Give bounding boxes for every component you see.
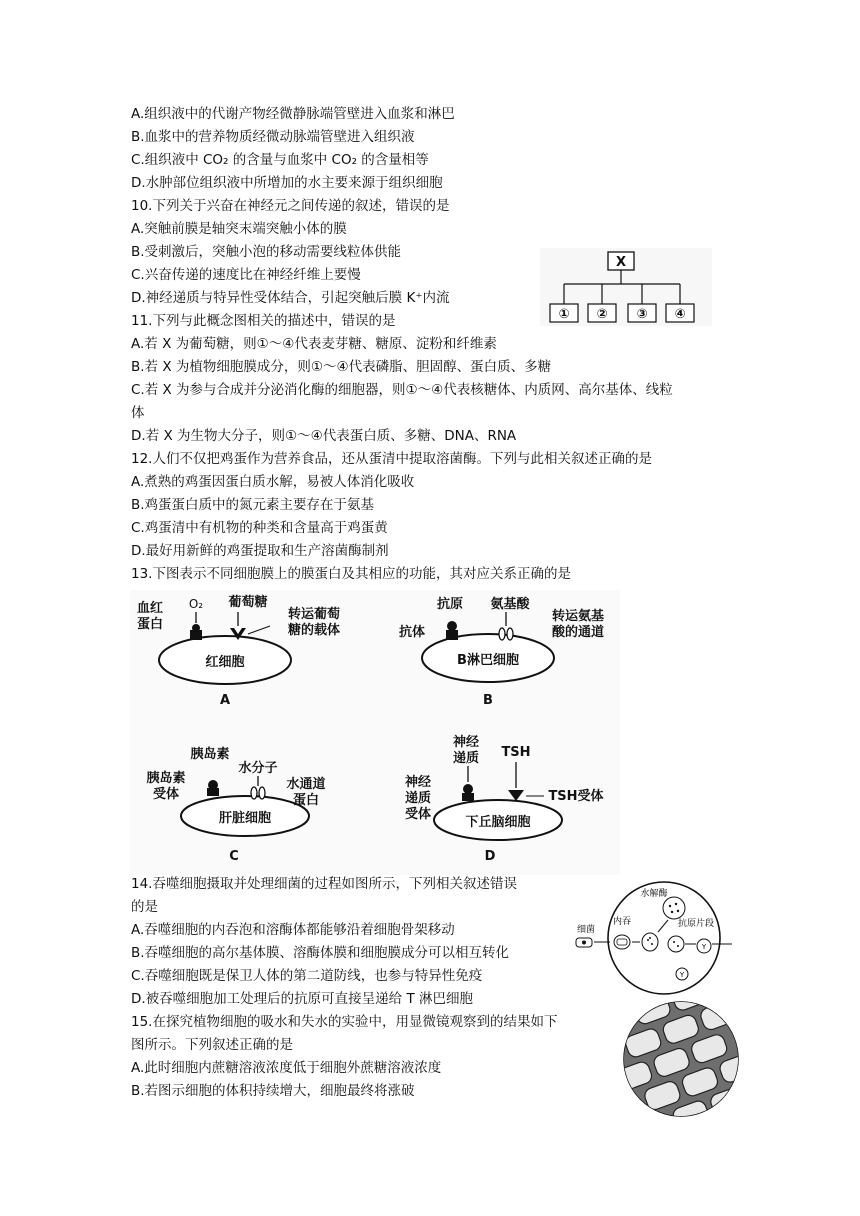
q9-option-b: B.血浆中的营养物质经微动脉端管壁进入组织液: [131, 129, 415, 145]
svg-text:Y: Y: [701, 943, 707, 951]
q15-option-b: B.若图示细胞的体积持续增大，细胞最终将涨破: [131, 1083, 415, 1099]
panel-a-label: A: [219, 693, 231, 708]
panel-b-right-1: 转运氨基: [551, 609, 605, 624]
q9-option-a: A.组织液中的代谢产物经微静脉端管壁进入血浆和淋巴: [131, 106, 455, 122]
antigen-fragment-label: 抗原片段: [677, 919, 715, 929]
endocytosis-label: 内吞: [612, 917, 632, 927]
q12-option-b: B.鸡蛋蛋白质中的氮元素主要存在于氨基: [131, 497, 375, 513]
panel-d-top-2: TSH: [501, 745, 531, 760]
q15-option-a: A.此时细胞内蔗糖溶液浓度低于细胞外蔗糖溶液浓度: [131, 1060, 442, 1076]
q11-option-d: D.若 X 为生物大分子，则①～④代表蛋白质、多糖、DNA、RNA: [131, 428, 517, 444]
q13-stem: 13.下图表示不同细胞膜上的膜蛋白及其相应的功能，其对应关系正确的是: [131, 566, 571, 582]
q10-stem: 10.下列关于兴奋在神经元之间传递的叙述，错误的是: [131, 198, 450, 214]
panel-b-top-1: 抗原: [436, 597, 464, 612]
panel-a-right-2: 糖的载体: [287, 623, 341, 638]
panel-c-right-1: 水通道: [286, 777, 326, 792]
phagocyte-figure: [572, 878, 738, 996]
q14-option-b: B.吞噬细胞的高尔基体膜、溶酶体膜和细胞膜成分可以相互转化: [131, 945, 510, 961]
bacteria-label: 细菌: [576, 925, 596, 935]
q11-stem: 11.下列与此概念图相关的描述中，错误的是: [131, 313, 396, 329]
panel-a-right-1: 转运葡萄: [287, 607, 341, 622]
q12-option-d: D.最好用新鲜的鸡蛋提取和生产溶菌酶制剂: [131, 543, 389, 559]
panel-c-left-1: 胰岛素: [146, 771, 186, 786]
concept-child-4: ④: [674, 307, 686, 322]
panel-d-right: TSH受体: [548, 789, 604, 804]
q14-stem-cont: 的是: [131, 899, 158, 915]
q14-option-a: A.吞噬细胞的内吞泡和溶酶体都能够沿着细胞骨架移动: [131, 922, 455, 938]
q15-stem: 15.在探究植物细胞的吸水和失水的实验中，用显微镜观察到的结果如下: [131, 1014, 558, 1030]
panel-b-top-2: 氨基酸: [490, 597, 530, 612]
q11-option-a: A.若 X 为葡萄糖，则①～④代表麦芽糖、糖原、淀粉和纤维素: [131, 336, 497, 352]
membrane-protein-figure: [130, 590, 620, 875]
panel-a-left-2: 蛋白: [136, 617, 164, 632]
panel-a-o2: O₂: [188, 597, 204, 611]
panel-b-label: B: [483, 693, 493, 708]
panel-d-top-1b: 递质: [452, 751, 480, 766]
q14-option-c: C.吞噬细胞既是保卫人体的第二道防线，也参与特异性免疫: [131, 968, 483, 984]
panel-c-top-1: 胰岛素: [190, 747, 230, 762]
q12-option-a: A.煮熟的鸡蛋因蛋白质水解，易被人体消化吸收: [131, 474, 415, 490]
q10-option-c: C.兴奋传递的速度比在神经纤维上要慢: [131, 267, 361, 283]
panel-b-right-2: 酸的通道: [551, 625, 605, 640]
q11-option-c-cont: 体: [131, 405, 145, 421]
panel-a-cell: 红细胞: [205, 655, 245, 670]
panel-c-left-2: 受体: [152, 787, 180, 802]
q11-option-c: C.若 X 为参与合成并分泌消化酶的细胞器，则①～④代表核糖体、内质网、高尔基体、线粒: [131, 382, 673, 398]
q9-option-d: D.水肿部位组织液中所增加的水主要来源于组织细胞: [131, 175, 443, 191]
concept-root-label: X: [615, 255, 627, 270]
q10-option-d: D.神经递质与特异性受体结合，引起突触后膜 K⁺内流: [131, 290, 450, 306]
concept-child-1: ①: [558, 307, 570, 322]
q14-option-d: D.被吞噬细胞加工处理后的抗原可直接呈递给 T 淋巴细胞: [131, 991, 474, 1007]
panel-c-top-2: 水分子: [238, 761, 278, 776]
q10-option-b: B.受刺激后，突触小泡的移动需要线粒体供能: [131, 244, 402, 260]
q11-option-b: B.若 X 为植物细胞膜成分，则①～④代表磷脂、胆固醇、蛋白质、多糖: [131, 359, 552, 375]
concept-child-3: ③: [636, 307, 648, 322]
panel-c-label: C: [229, 849, 239, 864]
panel-b-cell: B淋巴细胞: [457, 653, 519, 668]
concept-map-figure: [540, 248, 712, 326]
concept-child-2: ②: [596, 307, 608, 322]
panel-d-cell: 下丘脑细胞: [465, 815, 531, 830]
panel-b-left: 抗体: [398, 625, 426, 640]
q14-stem: 14.吞噬细胞摄取并处理细菌的过程如图所示，下列相关叙述错误: [131, 876, 517, 892]
panel-d-left-1: 神经: [404, 775, 432, 790]
panel-c-right-2: 蛋白: [292, 793, 320, 808]
panel-c-cell: 肝脏细胞: [218, 811, 272, 826]
svg-text:Y: Y: [679, 971, 685, 979]
q9-option-c: C.组织液中 CO₂ 的含量与血浆中 CO₂ 的含量相等: [131, 152, 429, 168]
panel-d-left-3: 受体: [404, 807, 432, 822]
q12-stem: 12.人们不仅把鸡蛋作为营养食品，还从蛋清中提取溶菌酶。下列与此相关叙述正确的是: [131, 451, 652, 467]
microscope-figure: [620, 1000, 742, 1118]
q12-option-c: C.鸡蛋清中有机物的种类和含量高于鸡蛋黄: [131, 520, 388, 536]
panel-d-top-1a: 神经: [452, 735, 480, 750]
panel-a-left-1: 血红: [136, 601, 164, 616]
panel-d-label: D: [484, 849, 496, 864]
q10-option-a: A.突触前膜是轴突末端突触小体的膜: [131, 221, 347, 237]
q15-stem-cont: 图所示。下列叙述正确的是: [131, 1037, 293, 1053]
panel-d-left-2: 递质: [404, 791, 432, 806]
hydrolase-label: 水解酶: [640, 889, 668, 899]
panel-a-top: 葡萄糖: [228, 595, 268, 610]
